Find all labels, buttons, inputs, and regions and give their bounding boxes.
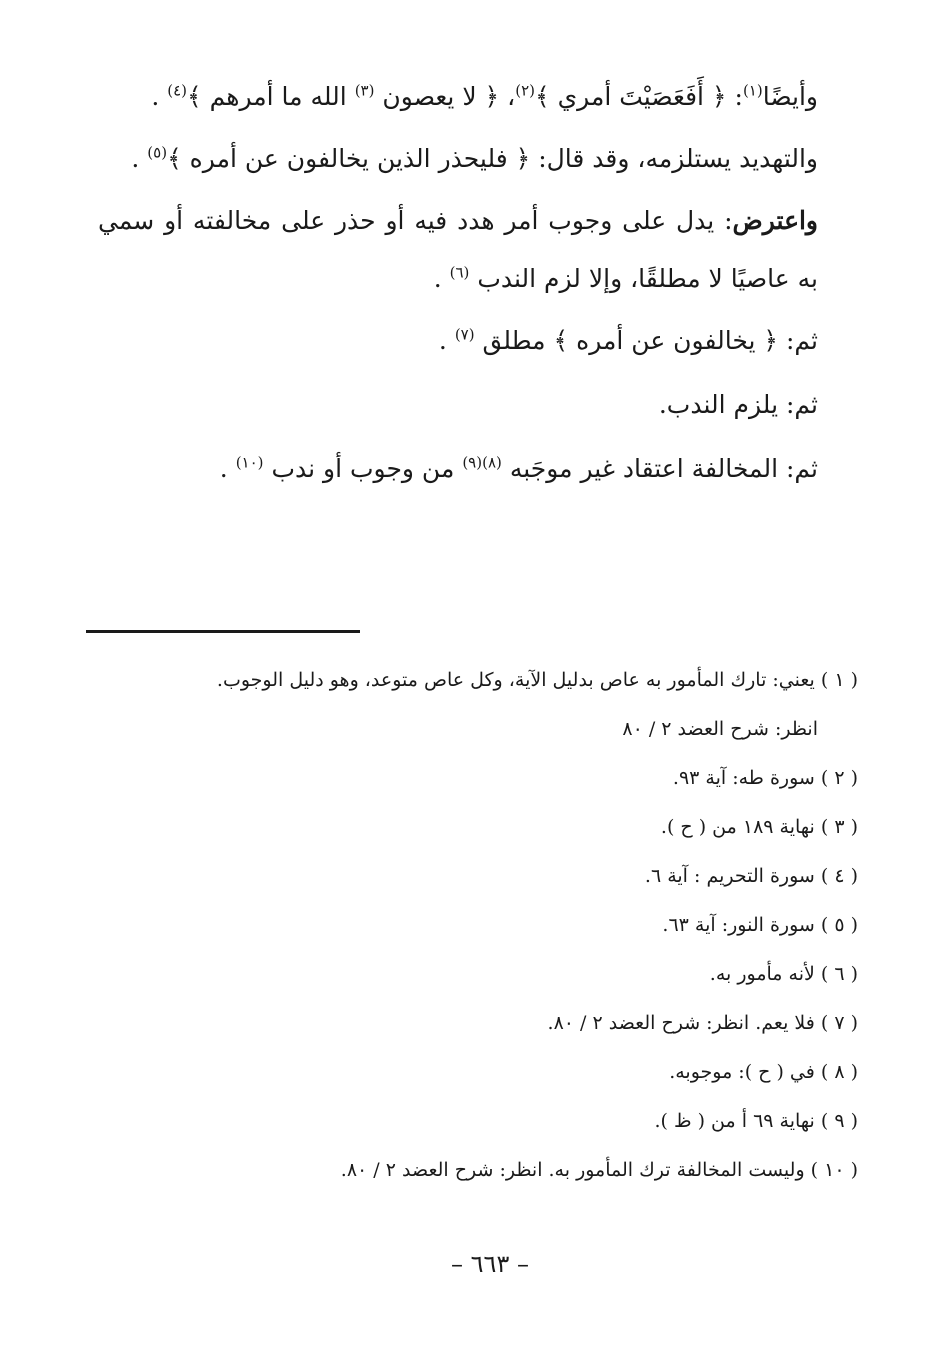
main-text	[98, 68, 818, 504]
footnote-6: ( ٦ ) لأنه مأمور به.	[709, 963, 858, 985]
text-run: ثم: ﴿ يخالفون عن أمره ﴾ مطلق	[482, 326, 818, 355]
footnote-8: ( ٨ ) في ( ح ): موجوبه.	[669, 1061, 858, 1083]
footnote-ref: (٩)	[462, 453, 483, 472]
objection-heading: واعترض	[732, 206, 818, 235]
footnote-ref: (٨)	[482, 453, 502, 472]
footnote-1: ( ١ ) يعني: تارك المأمور به عاص بدليل الآية، وكل عاص متوعد، وهو دليل الوجوب.	[216, 669, 858, 691]
footnote-ref: (٣)	[354, 81, 375, 100]
paragraph-3	[98, 192, 818, 308]
text-run: .	[151, 82, 160, 111]
footnote-ref: (٤)	[167, 81, 188, 100]
text-run: : يدل على وجوب أمر هدد فيه أو حذر على مخالفته أو سمي به عاصيًا لا مطلقًا، وإلا لزم الندب	[98, 206, 818, 293]
quran-quote: الله ما أمرهم ﴾	[187, 82, 347, 111]
text-run: من وجوب أو ندب	[271, 454, 455, 483]
text-run: والتهديد يستلزمه، وقد قال: ﴿ فليحذر الذين يخالفون عن أمره ﴾	[167, 144, 818, 173]
line-2: ثم: يلزم الندب.	[658, 390, 818, 419]
footnote-ref: (١)	[742, 81, 763, 100]
text-run: وأيضًا	[762, 82, 818, 111]
text-run: ثم: المخالفة اعتقاد غير موجَبه	[509, 454, 818, 483]
text-run: .	[433, 264, 442, 293]
page-number: – ٦٦٣ –	[451, 1250, 529, 1278]
footnotes	[118, 656, 858, 1195]
footnote-separator	[86, 630, 360, 633]
quran-quote: ، ﴿ لا يعصون	[382, 82, 516, 111]
footnote-ref: (٦)	[449, 263, 470, 282]
footnote-ref: (١٠)	[235, 453, 264, 472]
line-3	[98, 440, 818, 498]
footnote-ref: (٥)	[147, 143, 168, 162]
footnote-3: ( ٣ ) نهاية ١٨٩ من ( ح ).	[660, 816, 858, 838]
text-run: .	[219, 454, 228, 483]
footnote-2: ( ٢ ) سورة طه: آية ٩٣.	[672, 767, 858, 789]
line-1	[98, 312, 818, 370]
footnote-ref: (٧)	[454, 325, 475, 344]
text-run: .	[131, 144, 140, 173]
quran-quote: : ﴿ أَفَعَصَيْتَ أمري ﴾	[535, 82, 743, 111]
footnote-4: ( ٤ ) سورة التحريم : آية ٦.	[644, 865, 858, 887]
footnote-9: ( ٩ ) نهاية ٦٩ أ من ( ظ ).	[654, 1110, 858, 1132]
footnote-1-continued: انظر: شرح العضد ٢ / ٨٠	[622, 718, 818, 740]
footnote-ref: (٢)	[515, 81, 535, 100]
paragraph-2	[98, 130, 818, 188]
footnote-5: ( ٥ ) سورة النور: آية ٦٣.	[662, 914, 858, 936]
text-run: .	[438, 326, 447, 355]
paragraph-1	[98, 68, 818, 126]
footnote-10: ( ١٠ ) وليست المخالفة ترك المأمور به. انظر: شرح العضد ٢ / ٨٠.	[340, 1159, 858, 1181]
footnote-7: ( ٧ ) فلا يعم. انظر: شرح العضد ٢ / ٨٠.	[547, 1012, 858, 1034]
